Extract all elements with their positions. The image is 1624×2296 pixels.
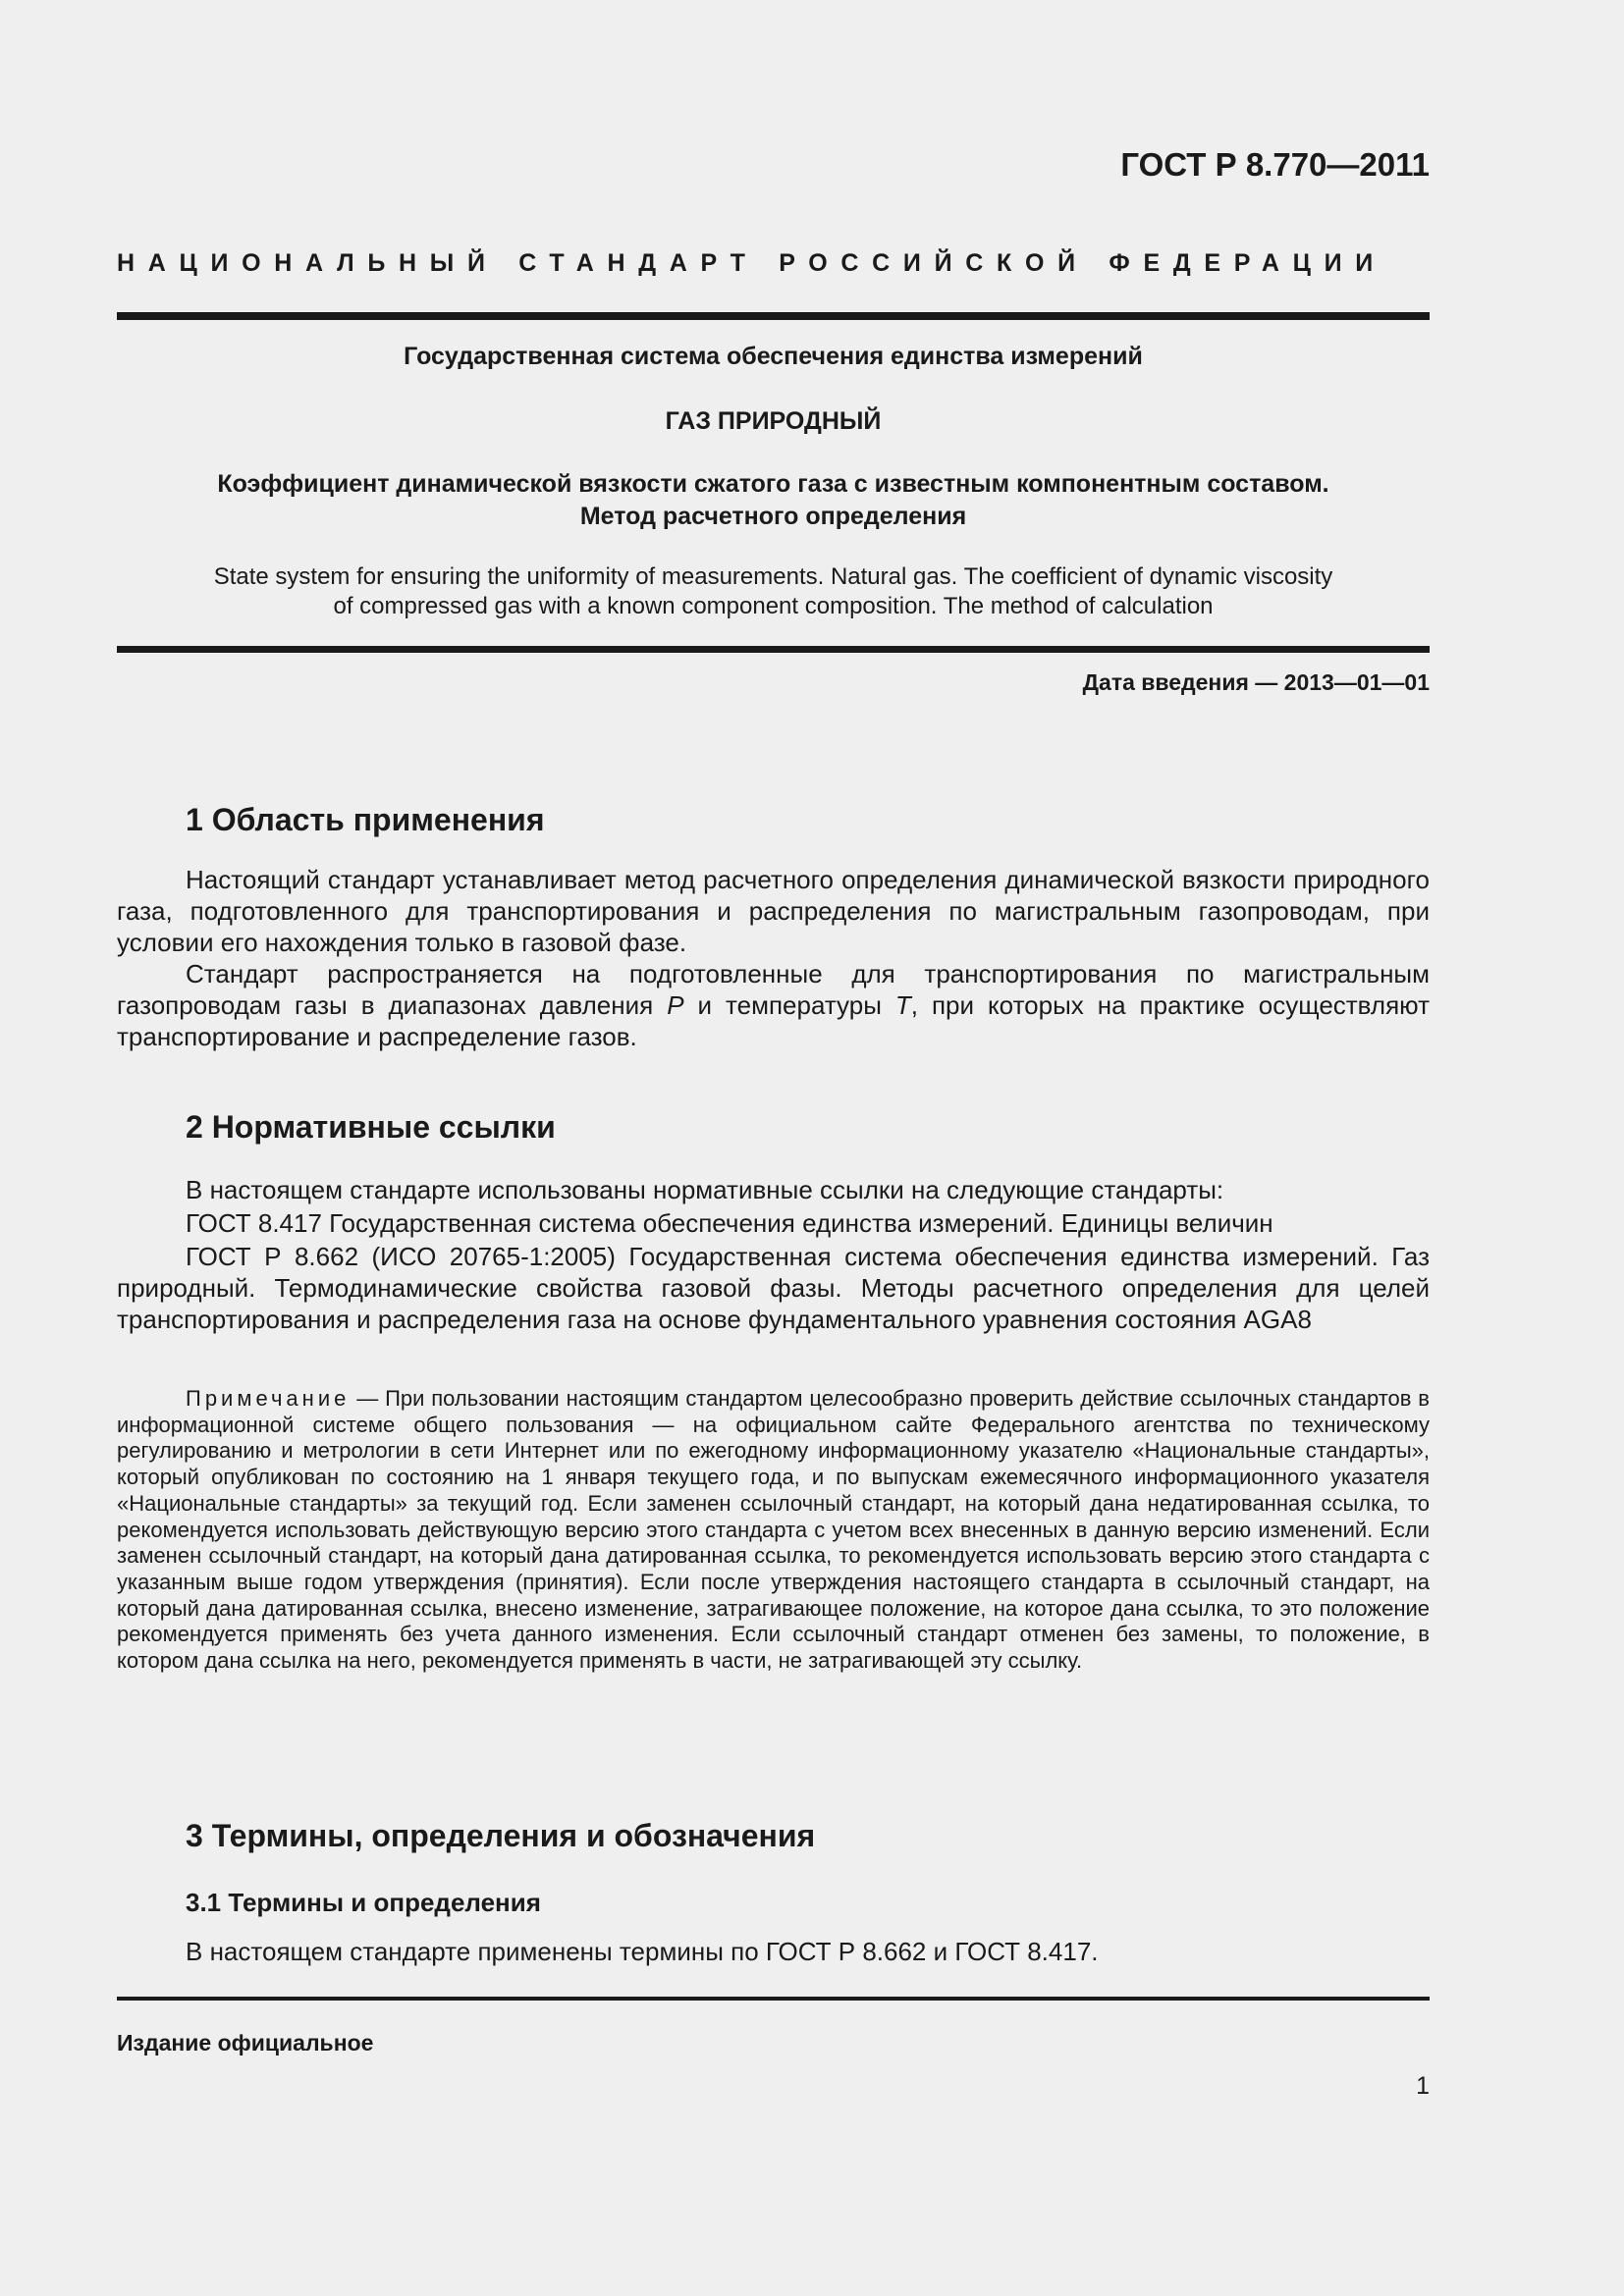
section3-subheading: 3.1 Термины и определения <box>186 1888 541 1917</box>
title-name-line2: Метод расчетного определения <box>579 503 967 530</box>
footer-rule <box>117 1997 1430 2001</box>
section1-heading: 1 Область применения <box>186 802 545 837</box>
section2-reference1: ГОСТ 8.417 Государственная система обеспечения единства измерений. Единицы величин <box>186 1208 1273 1238</box>
official-edition-label: Издание официальное <box>117 2030 374 2056</box>
section2-paragraph1: В настоящем стандарте использованы нормативные ссылки на следующие стандарты: <box>186 1175 1224 1204</box>
introduction-date: Дата введения — 2013—01—01 <box>1082 669 1430 695</box>
title-system: Государственная система обеспечения единства измерений <box>404 343 1143 370</box>
national-standard-banner: НАЦИОНАЛЬНЫЙ СТАНДАРТ РОССИЙСКОЙ ФЕДЕРАЦИИ <box>117 249 1386 277</box>
title-english-line2: of compressed gas with a known component composition. The method of calculation <box>333 593 1214 619</box>
title-english-line1: State system for ensuring the uniformity of measurements. Natural gas. The coefficient of dynamic viscosity <box>213 563 1333 590</box>
section2-reference2: ГОСТ Р 8.662 (ИСО 20765-1:2005) Государственная система обеспечения единства измерений. Газ природный. Термодинамические свойства газовой фазы. Методы расчетного определения для целей транспортирования и распределения газа на основе фундаментального уравнения состояния AGA8 <box>117 1242 1430 1334</box>
top-thick-rule <box>117 312 1430 320</box>
note-label: Примечание <box>186 1386 351 1411</box>
section2-note: Примечание — При пользовании настоящим стандартом целесообразно проверить действие ссылочных стандартов в информационной системе общего пользования — на официальном сайте Федерального агентства по техническому регулированию и метрологии в сети Интернет или по ежегодному информационному указателю «Национальные стандарты», который опубликован по состоянию на 1 января текущего года, и по выпускам ежемесячного информационного указателя «Национальные стандарты» за текущий год. Если заменен ссылочный стандарт, на который дана недатированная ссылка, то рекомендуется использовать действующую версию этого стандарта с учетом всех внесенных в данную версию изменений. Если заменен ссылочный стандарт, на который дана датированная ссылка, то рекомендуется использовать версию этого стандарта с указанным выше годом утверждения (принятия). Если после утверждения настоящего стандарта в ссылочный стандарт, на который дана датированная ссылка, внесено изменение, затрагивающее положение, на которое дана ссылка, то это положение рекомендуется применять без учета данного изменения. Если ссылочный стандарт отменен без замены, то положение, в котором дана ссылка на него, рекомендуется применять в части, не затрагивающей эту ссылку. <box>117 1386 1430 1674</box>
title-name-line1: Коэффициент динамической вязкости сжатого газа с известным компонентным составом. <box>217 470 1329 498</box>
section1-paragraph1: Настоящий стандарт устанавливает метод расчетного определения динамической вязкости природного газа, подготовленного для транспортирования и распределения по магистральным газопроводам, при условии его нахождения только в газовой фазе. <box>117 865 1430 957</box>
section3-paragraph1: В настоящем стандарте применены термины по ГОСТ Р 8.662 и ГОСТ 8.417. <box>186 1937 1099 1966</box>
section2-heading: 2 Нормативные ссылки <box>186 1109 556 1145</box>
section3-heading: 3 Термины, определения и обозначения <box>186 1818 816 1853</box>
document-number: ГОСТ Р 8.770—2011 <box>1120 146 1430 183</box>
title-subject: ГАЗ ПРИРОДНЫЙ <box>665 407 882 435</box>
variable-temperature: T <box>894 990 911 1020</box>
page-number: 1 <box>1416 2072 1430 2100</box>
title-bottom-rule <box>117 646 1430 653</box>
section1-paragraph2: Стандарт распространяется на подготовленные для транспортирования по магистральным газопроводам газы в диапазонах давления P и температуры T, при которых на практике осуществляют транспортирование и распределение газов. <box>117 959 1430 1051</box>
variable-pressure: P <box>667 990 684 1020</box>
